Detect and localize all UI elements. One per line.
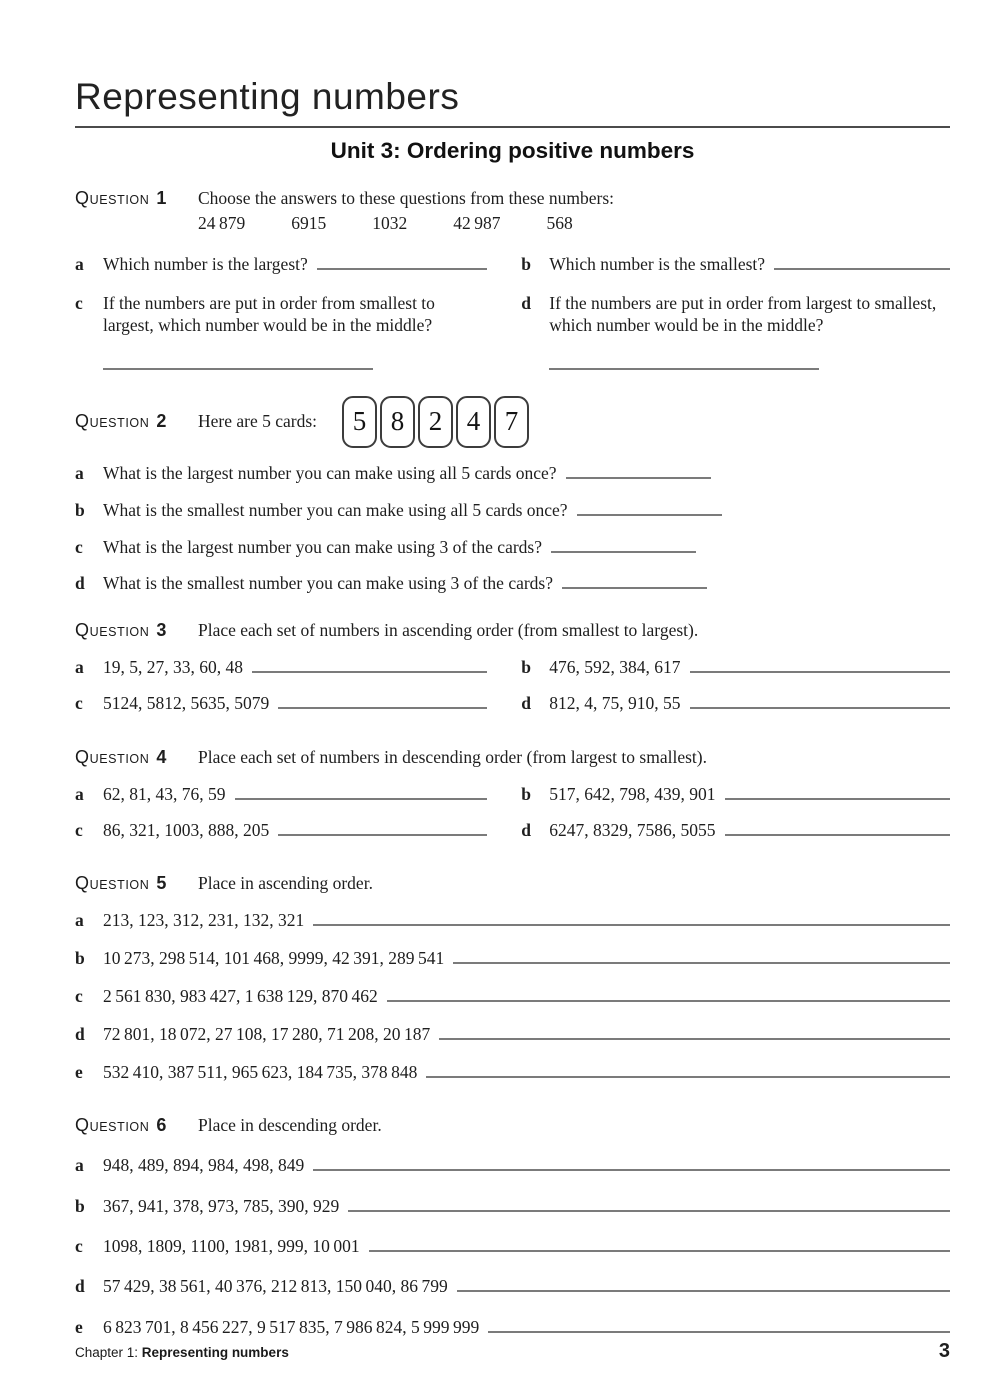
answer-blank xyxy=(278,693,487,709)
answer-blank xyxy=(690,657,951,673)
question-part-2c xyxy=(75,537,950,559)
part-letter: c xyxy=(75,536,83,557)
question-part-1c xyxy=(75,293,487,337)
number-card: 4 xyxy=(456,396,491,448)
part-text: 1098, 1809, 1100, 1981, 999, 10 001 xyxy=(103,1235,360,1256)
answer-blank xyxy=(725,820,951,836)
part-text: What is the smallest number you can make using all 5 cards once? xyxy=(103,499,568,520)
part-letter: b xyxy=(521,783,531,804)
question-1-number-choices xyxy=(198,213,950,235)
answer-blank xyxy=(426,1062,950,1078)
answer-blank xyxy=(551,537,696,553)
question-word: QUESTION xyxy=(75,1114,150,1135)
question-part-3b xyxy=(521,657,950,679)
number-card: 2 xyxy=(418,396,453,448)
part-letter: b xyxy=(75,499,85,520)
part-letter: b xyxy=(521,657,531,678)
part-text: Which number is the smallest? xyxy=(549,254,766,275)
part-text: What is the smallest number you can make using 3 of the cards? xyxy=(103,573,554,594)
part-letter: e xyxy=(75,1061,83,1082)
answer-blank xyxy=(774,254,950,270)
answer-blank xyxy=(387,986,950,1002)
part-letter: a xyxy=(75,254,84,275)
question-part-3d xyxy=(521,693,950,715)
part-text: 812, 4, 75, 910, 55 xyxy=(549,693,681,713)
question-number: 4 xyxy=(156,746,167,767)
question-part-5c xyxy=(75,986,950,1008)
answer-blank xyxy=(577,500,722,516)
question-1-label xyxy=(75,187,198,210)
part-letter: d xyxy=(521,693,531,713)
part-text: 19, 5, 27, 33, 60, 48 xyxy=(103,657,243,678)
question-6-intro: Place in descending order. xyxy=(198,1114,382,1135)
number-card: 7 xyxy=(494,396,529,448)
question-2 xyxy=(75,370,950,596)
answer-blank xyxy=(313,910,950,926)
number-choice: 1032 xyxy=(372,213,408,234)
part-letter: d xyxy=(75,1024,85,1044)
part-text: 517, 642, 798, 439, 901 xyxy=(549,783,716,804)
question-3-label xyxy=(75,619,198,642)
part-letter: a xyxy=(75,910,84,931)
answer-blank xyxy=(566,463,711,479)
question-part-6c xyxy=(75,1236,950,1258)
page-footer xyxy=(75,1339,950,1364)
question-number: 2 xyxy=(156,411,167,432)
part-text: 6 823 701, 8 456 227, 9 517 835, 7 986 824, 5 999 999 xyxy=(103,1316,480,1337)
part-letter: a xyxy=(75,657,84,678)
question-part-5d xyxy=(75,1024,950,1046)
question-word: QUESTION xyxy=(75,872,150,893)
part-text: 367, 941, 378, 973, 785, 390, 929 xyxy=(103,1195,340,1216)
part-text: 213, 123, 312, 231, 132, 321 xyxy=(103,910,305,931)
part-letter: c xyxy=(75,819,83,840)
question-word: QUESTION xyxy=(75,411,150,432)
number-choice: 24 879 xyxy=(198,213,246,234)
question-word: QUESTION xyxy=(75,746,150,767)
answer-blank xyxy=(690,693,951,709)
question-number: 1 xyxy=(156,188,167,209)
page-title: Representing numbers xyxy=(75,76,460,117)
question-5-label xyxy=(75,872,198,895)
question-part-4d xyxy=(521,820,950,842)
footer-chapter-title: Representing numbers xyxy=(141,1344,289,1360)
part-letter: b xyxy=(75,948,85,969)
question-4-label xyxy=(75,746,198,769)
part-letter: c xyxy=(75,1235,83,1256)
question-number: 3 xyxy=(156,620,167,641)
part-text: What is the largest number you can make using all 5 cards once? xyxy=(103,462,557,483)
answer-blank xyxy=(252,657,487,673)
number-card: 5 xyxy=(342,396,377,448)
question-part-1b xyxy=(521,254,950,276)
unit-heading: Unit 3: Ordering positive numbers xyxy=(330,138,695,164)
part-text: 476, 592, 384, 617 xyxy=(549,657,681,678)
answer-blank xyxy=(369,1236,950,1252)
part-letter: d xyxy=(521,819,531,840)
part-text: 72 801, 18 072, 27 108, 17 280, 71 208, 20 187 xyxy=(103,1024,431,1044)
part-letter: b xyxy=(521,254,531,275)
question-part-3c xyxy=(75,693,487,715)
part-letter: d xyxy=(75,573,85,594)
footer-chapter-prefix: Chapter 1: xyxy=(75,1344,142,1360)
question-part-6a xyxy=(75,1155,950,1177)
question-part-2b xyxy=(75,500,950,522)
answer-blank xyxy=(278,820,487,836)
part-text: 10 273, 298 514, 101 468, 9999, 42 391, 289 541 xyxy=(103,948,445,969)
part-text: If the numbers are put in order from smallest to largest, which number would be in the middle? xyxy=(103,293,435,335)
question-part-5a xyxy=(75,910,950,932)
part-text: 532 410, 387 511, 965 623, 184 735, 378 848 xyxy=(103,1061,418,1082)
answer-blank xyxy=(562,573,707,589)
answer-blank xyxy=(235,784,488,800)
question-word: QUESTION xyxy=(75,620,150,641)
part-letter: a xyxy=(75,1155,84,1176)
part-text: 5124, 5812, 5635, 5079 xyxy=(103,693,270,713)
question-part-3a xyxy=(75,657,487,679)
question-part-5b xyxy=(75,948,950,970)
answer-blank xyxy=(488,1317,950,1333)
title-rule xyxy=(75,126,950,128)
answer-blank xyxy=(313,1155,950,1171)
question-3 xyxy=(75,595,950,715)
question-part-6e xyxy=(75,1317,950,1339)
question-part-5e xyxy=(75,1062,950,1084)
question-part-2a xyxy=(75,463,950,485)
question-3-intro: Place each set of numbers in ascending order (from smallest to largest). xyxy=(198,620,699,641)
question-part-2d xyxy=(75,573,950,595)
question-part-4b xyxy=(521,784,950,806)
question-2-intro: Here are 5 cards: xyxy=(198,410,318,431)
part-letter: d xyxy=(521,293,531,313)
card-deck xyxy=(342,396,529,448)
part-letter: a xyxy=(75,783,84,804)
part-letter: c xyxy=(75,293,83,313)
part-text: 62, 81, 43, 76, 59 xyxy=(103,783,226,804)
question-1-intro: Choose the answers to these questions from these numbers: xyxy=(198,188,615,209)
number-choice: 568 xyxy=(546,213,573,234)
part-text: If the numbers are put in order from largest to smallest, which number would be in the middle? xyxy=(549,293,937,335)
part-text: Which number is the largest? xyxy=(103,254,308,275)
question-6 xyxy=(75,1084,950,1339)
question-5 xyxy=(75,842,950,1084)
question-part-6d xyxy=(75,1276,950,1298)
footer-chapter xyxy=(75,1345,289,1362)
part-letter: d xyxy=(75,1276,85,1297)
question-part-4c xyxy=(75,820,487,842)
number-card: 8 xyxy=(380,396,415,448)
page-number: 3 xyxy=(938,1339,950,1362)
question-4-intro: Place each set of numbers in descending order (from largest to smallest). xyxy=(198,746,707,767)
question-5-intro: Place in ascending order. xyxy=(198,872,373,893)
part-letter: b xyxy=(75,1195,85,1216)
question-part-6b xyxy=(75,1196,950,1218)
question-number: 6 xyxy=(156,1114,167,1135)
answer-blank xyxy=(317,254,487,270)
question-part-4a xyxy=(75,784,487,806)
question-6-label xyxy=(75,1114,198,1137)
part-text: 2 561 830, 983 427, 1 638 129, 870 462 xyxy=(103,986,378,1007)
question-part-1d xyxy=(521,293,950,337)
question-2-label xyxy=(75,410,198,433)
part-text: 86, 321, 1003, 888, 205 xyxy=(103,819,270,840)
answer-blank xyxy=(453,948,950,964)
answer-blank xyxy=(725,784,951,800)
question-1 xyxy=(75,165,950,369)
question-word: QUESTION xyxy=(75,188,150,209)
number-choice: 42 987 xyxy=(453,213,501,234)
part-letter: a xyxy=(75,462,84,483)
question-4 xyxy=(75,715,950,842)
answer-blank xyxy=(348,1196,950,1212)
part-text: 6247, 8329, 7586, 5055 xyxy=(549,819,716,840)
part-text: What is the largest number you can make using 3 of the cards? xyxy=(103,536,542,557)
part-text: 948, 489, 894, 984, 498, 849 xyxy=(103,1155,305,1176)
part-text: 57 429, 38 561, 40 376, 212 813, 150 040, 86 799 xyxy=(103,1276,448,1297)
part-letter: c xyxy=(75,986,83,1007)
question-number: 5 xyxy=(156,872,167,893)
part-letter: e xyxy=(75,1316,83,1337)
answer-blank xyxy=(457,1276,950,1292)
number-choice: 6915 xyxy=(291,213,327,234)
question-part-1a xyxy=(75,254,487,276)
answer-blank xyxy=(439,1024,950,1040)
part-letter: c xyxy=(75,693,83,713)
